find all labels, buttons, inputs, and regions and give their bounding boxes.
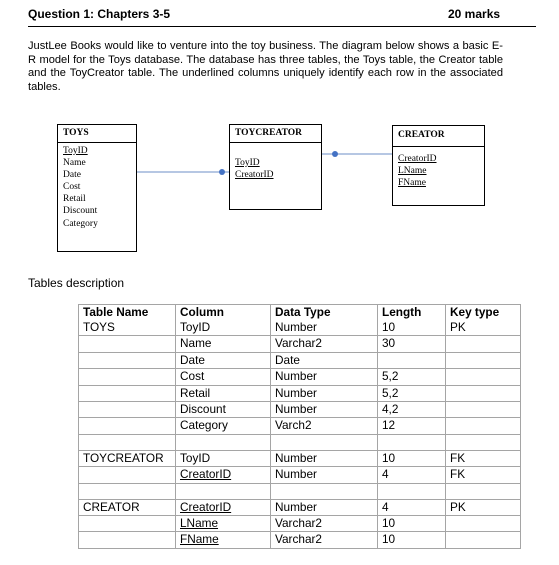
cell-length: 5,2 bbox=[378, 369, 446, 385]
cell-length bbox=[378, 352, 446, 368]
cell-column bbox=[176, 515, 271, 531]
table-row bbox=[79, 336, 521, 352]
entity-toys-name: TOYS bbox=[63, 128, 89, 138]
entity-toys-attr: Discount bbox=[63, 206, 98, 217]
table-row bbox=[79, 385, 521, 401]
entity-creator-name: CREATOR bbox=[398, 130, 445, 140]
cell-key: PK bbox=[446, 320, 521, 336]
cell-table bbox=[79, 532, 176, 548]
cell-table bbox=[79, 352, 176, 368]
cell-type: Number bbox=[271, 467, 378, 483]
cell-column bbox=[176, 499, 271, 515]
cell-table: TOYCREATOR bbox=[79, 450, 176, 466]
cell-length: 10 bbox=[378, 450, 446, 466]
table-spacer-row bbox=[79, 434, 521, 450]
cell-column-text: FName bbox=[180, 532, 219, 547]
table-row bbox=[79, 352, 521, 368]
cell-key bbox=[446, 532, 521, 548]
tables-description-label: Tables description bbox=[28, 276, 125, 290]
entity-toycreator-attr: CreatorID bbox=[235, 170, 274, 181]
entity-creator-attr: LName bbox=[398, 166, 427, 177]
tables-description-table bbox=[78, 304, 521, 549]
entity-toycreator-attr: ToyID bbox=[235, 158, 260, 168]
cell-column: Name bbox=[176, 336, 271, 352]
cell-type: Varchar2 bbox=[271, 515, 378, 531]
header-column: Column bbox=[176, 305, 271, 321]
header-key-type: Key type bbox=[446, 305, 521, 321]
entity-toycreator-name: TOYCREATOR bbox=[235, 128, 303, 138]
cell-column: Cost bbox=[176, 369, 271, 385]
question-title: Question 1: Chapters 3-5 bbox=[28, 7, 171, 21]
entity-toycreator bbox=[229, 124, 322, 210]
cell-column: Date bbox=[176, 352, 271, 368]
cell-length: 4 bbox=[378, 499, 446, 515]
entity-toycreator-attributes bbox=[230, 142, 321, 181]
cell-key bbox=[446, 515, 521, 531]
table-row bbox=[79, 369, 521, 385]
entity-toys bbox=[57, 124, 137, 252]
entity-toys-attr: Date bbox=[63, 170, 81, 181]
intro-paragraph: JustLee Books would like to venture into the toy business. The diagram below shows a basic E-R model for the Toys database. The database has three tables, the Toys table, the Creator table and the ToyCreator table. The underlined columns uniquely identify each row in the associated tables. bbox=[28, 40, 503, 93]
cell-key: PK bbox=[446, 499, 521, 515]
cell-column-text: CreatorID bbox=[180, 499, 232, 514]
cell-key bbox=[446, 385, 521, 401]
cell-column: ToyID bbox=[176, 320, 271, 336]
cell-table bbox=[79, 401, 176, 417]
table-row bbox=[79, 418, 521, 434]
cell-table: TOYS bbox=[79, 320, 176, 336]
cell-length: 4,2 bbox=[378, 401, 446, 417]
entity-toys-attr: Name bbox=[63, 158, 86, 169]
entity-creator-attr: FName bbox=[398, 178, 426, 189]
cell-key bbox=[446, 401, 521, 417]
table-spacer-row bbox=[79, 483, 521, 499]
cell-type: Number bbox=[271, 401, 378, 417]
cell-type: Number bbox=[271, 385, 378, 401]
cell-length: 5,2 bbox=[378, 385, 446, 401]
table-row bbox=[79, 532, 521, 548]
cell-column-text: CreatorID bbox=[180, 467, 232, 482]
entity-toys-attr: Category bbox=[63, 218, 98, 229]
cell-type: Varchar2 bbox=[271, 532, 378, 548]
table-row bbox=[79, 515, 521, 531]
question-marks: 20 marks bbox=[448, 7, 501, 21]
entity-toys-attr: Cost bbox=[63, 182, 81, 193]
cell-type: Varchar2 bbox=[271, 336, 378, 352]
toycreator-toys-endpoint bbox=[219, 169, 225, 175]
cell-length: 4 bbox=[378, 467, 446, 483]
header-table-name: Table Name bbox=[79, 305, 176, 321]
cell-length: 12 bbox=[378, 418, 446, 434]
entity-creator-attributes bbox=[393, 146, 484, 189]
entity-toys-attr: Retail bbox=[63, 194, 86, 205]
cell-table bbox=[79, 385, 176, 401]
table-row bbox=[79, 401, 521, 417]
cell-column: Category bbox=[176, 418, 271, 434]
cell-key bbox=[446, 418, 521, 434]
cell-column: Retail bbox=[176, 385, 271, 401]
cell-column bbox=[176, 532, 271, 548]
cell-length: 10 bbox=[378, 320, 446, 336]
cell-key bbox=[446, 369, 521, 385]
cell-table bbox=[79, 336, 176, 352]
table-row bbox=[79, 450, 521, 466]
cell-type: Date bbox=[271, 352, 378, 368]
table-row bbox=[79, 467, 521, 483]
header-length: Length bbox=[378, 305, 446, 321]
cell-column bbox=[176, 467, 271, 483]
cell-key bbox=[446, 352, 521, 368]
cell-column: ToyID bbox=[176, 450, 271, 466]
cell-length: 10 bbox=[378, 532, 446, 548]
cell-table bbox=[79, 515, 176, 531]
cell-length: 30 bbox=[378, 336, 446, 352]
cell-type: Number bbox=[271, 450, 378, 466]
cell-key bbox=[446, 336, 521, 352]
entity-toys-attributes bbox=[58, 142, 136, 230]
cell-type: Number bbox=[271, 369, 378, 385]
cell-table bbox=[79, 467, 176, 483]
table-header-row bbox=[79, 305, 521, 321]
entity-toys-attr: ToyID bbox=[63, 146, 88, 156]
header-data-type: Data Type bbox=[271, 305, 378, 321]
cell-type: Varch2 bbox=[271, 418, 378, 434]
cell-key: FK bbox=[446, 467, 521, 483]
cell-key: FK bbox=[446, 450, 521, 466]
table-row bbox=[79, 320, 521, 336]
cell-column-text: LName bbox=[180, 515, 219, 530]
cell-table: CREATOR bbox=[79, 499, 176, 515]
cell-table bbox=[79, 418, 176, 434]
cell-column: Discount bbox=[176, 401, 271, 417]
entity-creator-attr: CreatorID bbox=[398, 154, 437, 164]
cell-type: Number bbox=[271, 320, 378, 336]
cell-length: 10 bbox=[378, 515, 446, 531]
cell-table bbox=[79, 369, 176, 385]
toycreator-creator-endpoint bbox=[332, 151, 338, 157]
entity-creator bbox=[392, 125, 485, 206]
cell-type: Number bbox=[271, 499, 378, 515]
table-row bbox=[79, 499, 521, 515]
